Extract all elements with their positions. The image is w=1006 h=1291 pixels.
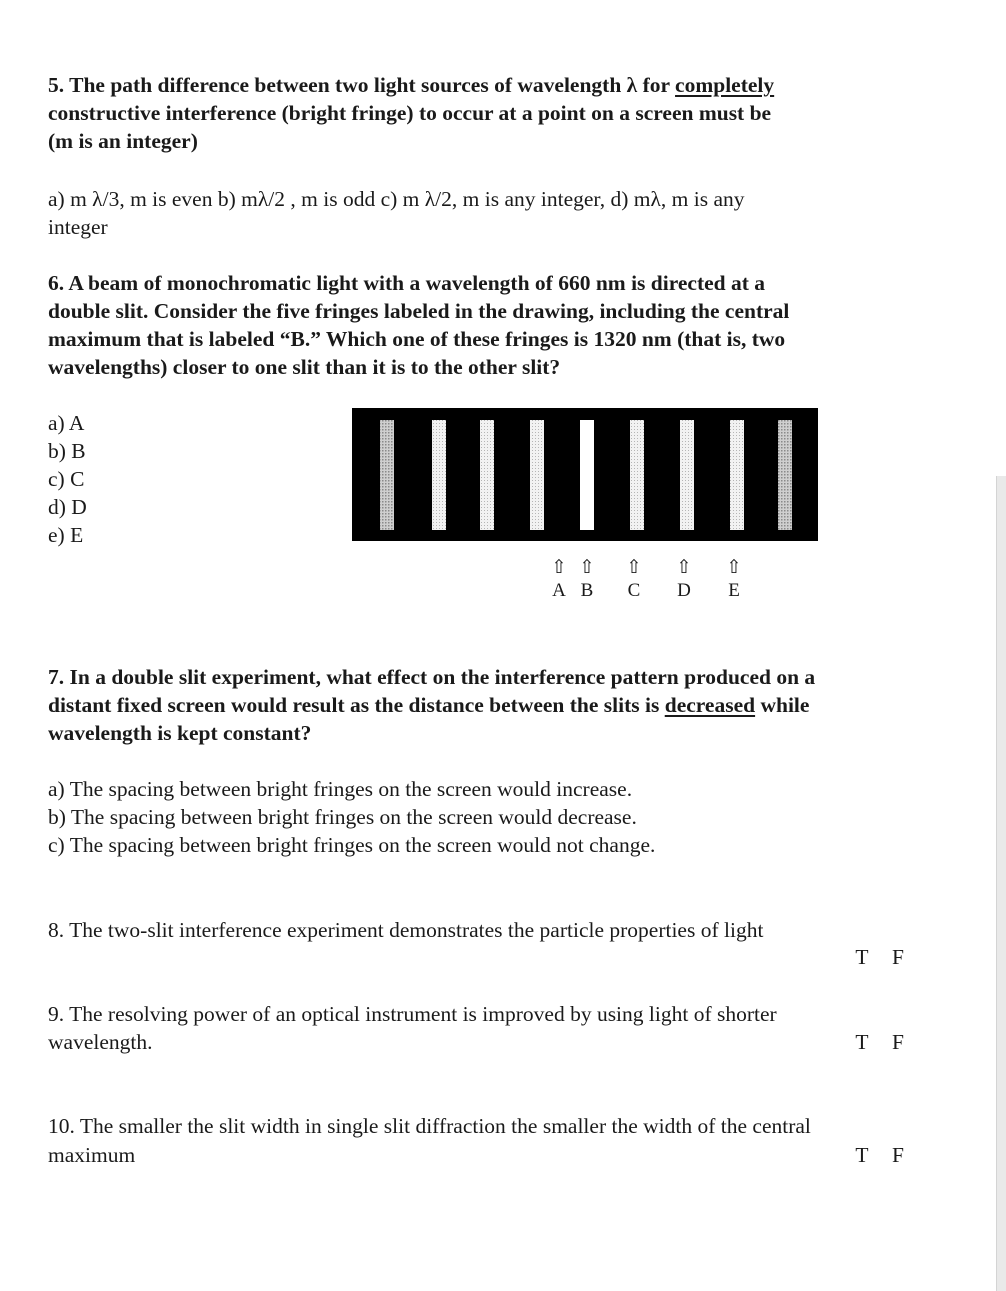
q5-stem-line-3: (m is an integer) — [48, 129, 198, 153]
q7-stem-line-2 — [48, 691, 809, 719]
q8-true[interactable]: T — [855, 945, 869, 969]
q5-options-line-2: integer — [48, 215, 108, 239]
q6-stem-line-4: wavelengths) closer to one slit than it is to the other slit? — [48, 355, 561, 379]
q9-stem-line-2: wavelength. — [48, 1030, 153, 1054]
q7-underlined-word: decreased — [664, 693, 756, 717]
q7-stem-line-1: 7. In a double slit experiment, what effect on the interference pattern produced on a — [48, 665, 816, 689]
fringe-e-bar — [730, 420, 744, 530]
page-edge — [996, 476, 1006, 1291]
q8-stem: 8. The two-slit interference experiment demonstrates the particle properties of light — [48, 918, 764, 942]
q7-option-b: b) The spacing between bright fringes on the screen would decrease. — [48, 805, 637, 829]
q9-false[interactable]: F — [892, 1030, 904, 1054]
q8-false[interactable]: F — [892, 945, 904, 969]
q6-option-c: c) C — [48, 467, 85, 491]
fringe-b-central — [580, 420, 594, 530]
q8-true-false — [844, 943, 916, 971]
q6-stem-line-2: double slit. Consider the five fringes labeled in the drawing, including the central — [48, 299, 790, 323]
q9-true[interactable]: T — [855, 1030, 869, 1054]
q5-stem-line-2: constructive interference (bright fringe) to occur at a point on a screen must be — [48, 101, 772, 125]
arrow-a-icon: ⇧ — [551, 557, 567, 578]
q6-stem-line-1: 6. A beam of monochromatic light with a wavelength of 660 nm is directed at a — [48, 271, 766, 295]
arrow-c-icon: ⇧ — [626, 557, 642, 578]
fringe-left-3 — [432, 420, 446, 530]
q9-stem-line-1: 9. The resolving power of an optical instrument is improved by using light of shorter — [48, 1002, 777, 1026]
q10-false[interactable]: F — [892, 1143, 904, 1167]
q6-option-a: a) A — [48, 411, 85, 435]
fringe-label-d: D — [677, 580, 691, 601]
q10-true[interactable]: T — [855, 1143, 869, 1167]
q6-option-e: e) E — [48, 523, 84, 547]
q5-stem-text: 5. The path difference between two light sources of wavelength λ for — [48, 73, 676, 97]
fringe-outer-right — [778, 420, 792, 530]
q7-option-c: c) The spacing between bright fringes on the screen would not change. — [48, 833, 656, 857]
q6-option-d: d) D — [48, 495, 87, 519]
q5-stem-line-1 — [48, 71, 774, 99]
q7-stem-text: distant fixed screen would result as the distance between the slits is — [48, 693, 665, 717]
q10-stem-line-1: 10. The smaller the slit width in single slit diffraction the smaller the width of the central — [48, 1114, 811, 1138]
arrow-d-icon: ⇧ — [676, 557, 692, 578]
arrow-e-icon: ⇧ — [726, 557, 742, 578]
q6-stem-line-3: maximum that is labeled “B.” Which one of these fringes is 1320 nm (that is, two — [48, 327, 786, 351]
q5-options-line-1: a) m λ/3, m is even b) mλ/2 , m is odd c) m λ/2, m is any integer, d) mλ, m is any — [48, 187, 745, 211]
fringe-diagram — [352, 408, 818, 604]
q10-true-false — [844, 1141, 916, 1169]
q9-true-false — [844, 1028, 916, 1056]
fringe-outer-left — [380, 420, 394, 530]
q5-underlined-word: completely — [675, 73, 775, 97]
fringe-left-2 — [480, 420, 494, 530]
q6-option-b: b) B — [48, 439, 86, 463]
fringe-label-b: B — [580, 580, 594, 601]
fringe-d-bar — [680, 420, 694, 530]
q7-option-a: a) The spacing between bright fringes on the screen would increase. — [48, 777, 633, 801]
q10-stem-line-2: maximum — [48, 1143, 136, 1167]
fringe-label-c: C — [627, 580, 641, 601]
arrow-b-icon: ⇧ — [579, 557, 595, 578]
fringe-label-e: E — [728, 580, 740, 601]
q7-stem-text-end: while — [755, 693, 810, 717]
q7-stem-line-3: wavelength is kept constant? — [48, 721, 312, 745]
fringe-label-a: A — [552, 580, 566, 601]
fringe-a-bar — [530, 420, 544, 530]
fringe-c-bar — [630, 420, 644, 530]
